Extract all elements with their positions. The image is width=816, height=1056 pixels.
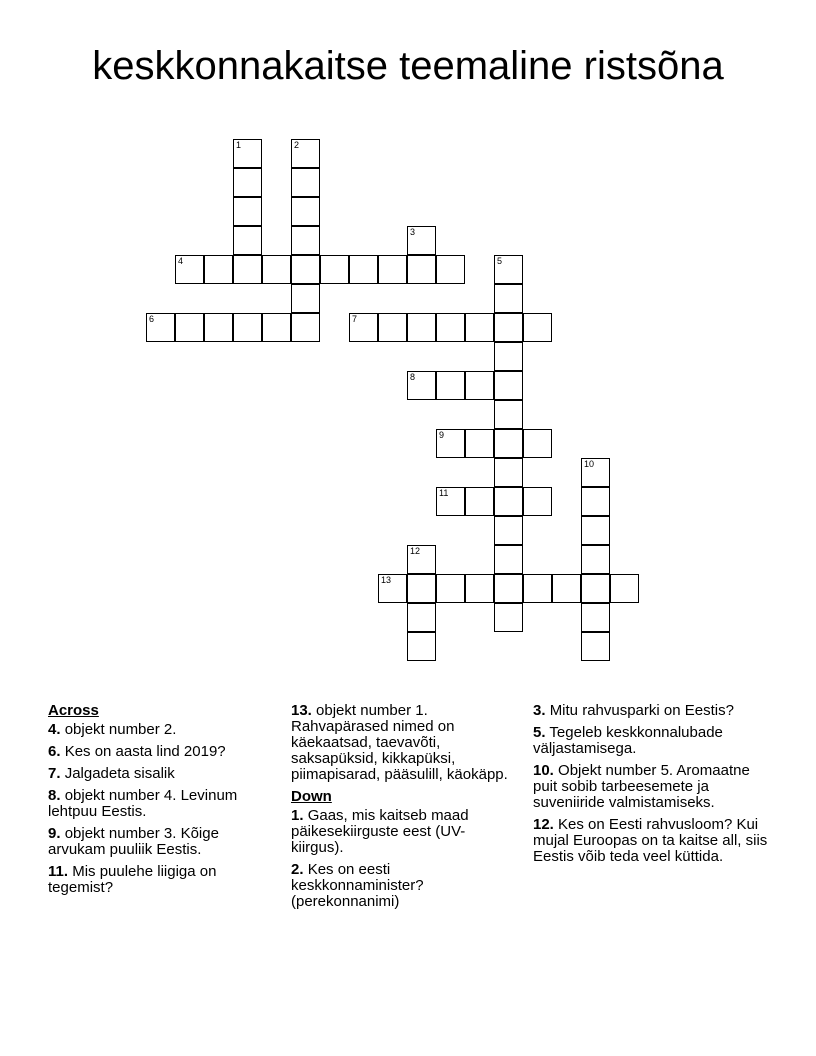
grid-cell[interactable] — [378, 313, 407, 342]
grid-cell[interactable] — [233, 313, 262, 342]
clue-across-11: 11. Mis puulehe liigiga on tegemist? — [48, 863, 217, 896]
grid-cell[interactable] — [233, 168, 262, 197]
grid-cell[interactable] — [581, 632, 610, 661]
grid-cell[interactable] — [349, 313, 378, 342]
clues-column-3 — [533, 701, 768, 871]
clue-down-12: 12. Kes on Eesti rahvusloom? Kui mujal Euroopas on ta kaitse all, siis Eestis võib teda veel küttida. — [533, 816, 768, 865]
cell-number: 6 — [149, 314, 155, 324]
cell-number: 4 — [178, 256, 184, 266]
cell-number: 11 — [439, 488, 449, 498]
grid-cell[interactable] — [494, 429, 523, 458]
grid-cell[interactable] — [204, 255, 233, 284]
grid-cell[interactable] — [581, 603, 610, 632]
clue-down-2: 2. Kes on eesti keskkonnaminister? (perekonnanimi) — [291, 861, 424, 910]
grid-cell[interactable] — [407, 371, 436, 400]
grid-cell[interactable] — [494, 487, 523, 516]
clue-across-4: 4. objekt number 2. — [48, 721, 177, 738]
grid-cell[interactable] — [494, 342, 523, 371]
grid-cell[interactable] — [407, 574, 436, 603]
cell-number: 9 — [439, 430, 445, 440]
grid-cell[interactable] — [610, 574, 639, 603]
grid-cell[interactable] — [494, 371, 523, 400]
clue-down-1: 1. Gaas, mis kaitseb maad päikesekiirguste eest (UV-kiirgus). — [291, 807, 469, 856]
grid-cell[interactable] — [494, 603, 523, 632]
grid-cell[interactable] — [436, 371, 465, 400]
grid-cell[interactable] — [291, 197, 320, 226]
grid-cell[interactable] — [204, 313, 233, 342]
grid-cell[interactable] — [552, 574, 581, 603]
clue-down-10: 10. Objekt number 5. Aromaatne puit sobib tarbeesemete ja suveniiride valmistamiseks. — [533, 762, 750, 811]
grid-cell[interactable] — [378, 574, 407, 603]
grid-cell[interactable] — [291, 255, 320, 284]
grid-cell[interactable] — [291, 313, 320, 342]
grid-cell[interactable] — [233, 197, 262, 226]
grid-cell[interactable] — [407, 632, 436, 661]
grid-cell[interactable] — [581, 516, 610, 545]
grid-cell[interactable] — [436, 574, 465, 603]
grid-cell[interactable] — [494, 545, 523, 574]
cell-number: 10 — [584, 459, 595, 469]
grid-cell[interactable] — [465, 313, 494, 342]
grid-cell[interactable] — [378, 255, 407, 284]
grid-cell[interactable] — [320, 255, 349, 284]
grid-cell[interactable] — [262, 313, 291, 342]
grid-cell[interactable] — [494, 458, 523, 487]
cell-number: 13 — [381, 575, 392, 585]
grid-cell[interactable] — [291, 226, 320, 255]
grid-cell[interactable] — [175, 255, 204, 284]
down-heading: Down — [291, 788, 332, 805]
cell-number: 3 — [410, 227, 416, 237]
clue-across-8: 8. objekt number 4. Levinum lehtpuu Eestis. — [48, 787, 238, 820]
grid-cell[interactable] — [523, 487, 552, 516]
clue-across-9: 9. objekt number 3. Kõige arvukam puuliik Eestis. — [48, 825, 219, 858]
cell-number: 12 — [410, 546, 421, 556]
grid-cell[interactable] — [494, 255, 523, 284]
grid-cell[interactable] — [233, 139, 262, 168]
page-title: keskkonnakaitse teemaline ristsõna — [92, 44, 724, 88]
grid-cell[interactable] — [407, 226, 436, 255]
clue-across-6: 6. Kes on aasta lind 2019? — [48, 743, 226, 760]
grid-cell[interactable] — [233, 226, 262, 255]
cell-number: 8 — [410, 372, 416, 382]
grid-cell[interactable] — [523, 313, 552, 342]
cell-number: 2 — [294, 140, 300, 150]
clue-down-3: 3. Mitu rahvusparki on Eestis? — [533, 702, 734, 719]
clues-column-2 — [291, 701, 516, 916]
clue-down-5: 5. Tegeleb keskkonnalubade väljastamisega. — [533, 724, 723, 757]
grid-cell[interactable] — [581, 487, 610, 516]
grid-cell[interactable] — [465, 574, 494, 603]
grid-cell[interactable] — [523, 574, 552, 603]
grid-cell[interactable] — [407, 545, 436, 574]
grid-cell[interactable] — [146, 313, 175, 342]
grid-cell[interactable] — [465, 371, 494, 400]
grid-cell[interactable] — [407, 313, 436, 342]
grid-cell[interactable] — [291, 284, 320, 313]
clue-across-13: 13. objekt number 1. Rahvapärased nimed on käekaatsad, taevavõti, saksapüksid, kikkapüksi, piimapisarad, pääsulill, käokäpp. — [291, 702, 508, 783]
grid-cell[interactable] — [436, 313, 465, 342]
grid-cell[interactable] — [233, 255, 262, 284]
grid-cell[interactable] — [581, 574, 610, 603]
clue-across-7: 7. Jalgadeta sisalik — [48, 765, 175, 782]
grid-cell[interactable] — [436, 255, 465, 284]
grid-cell[interactable] — [494, 574, 523, 603]
grid-cell[interactable] — [581, 458, 610, 487]
clues-column-1 — [48, 701, 280, 902]
grid-cell[interactable] — [436, 429, 465, 458]
grid-cell[interactable] — [494, 516, 523, 545]
grid-cell[interactable] — [291, 168, 320, 197]
grid-cell[interactable] — [494, 400, 523, 429]
cell-number: 1 — [236, 140, 242, 150]
grid-cell[interactable] — [262, 255, 291, 284]
grid-cell[interactable] — [407, 255, 436, 284]
grid-cell[interactable] — [465, 487, 494, 516]
grid-cell[interactable] — [436, 487, 465, 516]
grid-cell[interactable] — [291, 139, 320, 168]
grid-cell[interactable] — [523, 429, 552, 458]
cell-number: 7 — [352, 314, 358, 324]
grid-cell[interactable] — [494, 313, 523, 342]
grid-cell[interactable] — [494, 284, 523, 313]
grid-cell[interactable] — [175, 313, 204, 342]
cell-number: 5 — [497, 256, 503, 266]
grid-cell[interactable] — [407, 603, 436, 632]
grid-cell[interactable] — [465, 429, 494, 458]
grid-cell[interactable] — [581, 545, 610, 574]
grid-cell[interactable] — [349, 255, 378, 284]
across-heading: Across — [48, 702, 99, 719]
